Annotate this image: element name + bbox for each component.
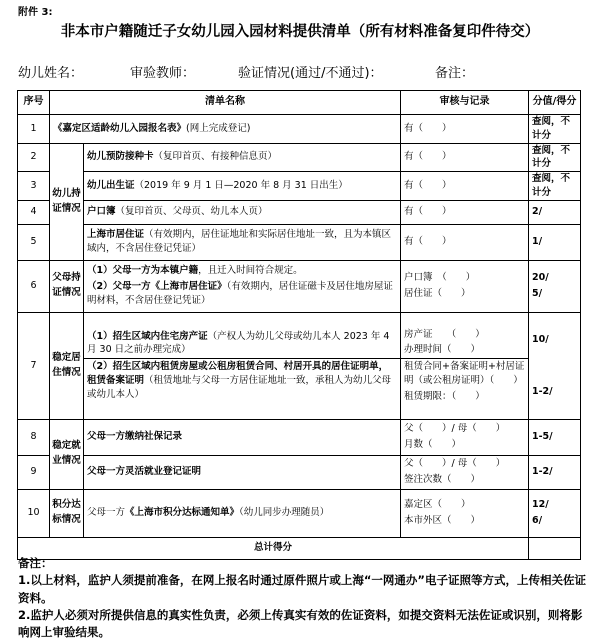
- note-1: 1.以上材料，监护人须提前准备，在网上报名时通过原件照片或上海“一网通办”电子证照等方式，上传相关佐证资料。: [18, 573, 586, 605]
- item-bold: （2）招生区域内租赁房屋或公租房租赁合同、村居开具的居住证明单，租赁备案证明: [87, 361, 389, 386]
- row-seq: 7: [18, 312, 50, 419]
- group-child-cert: 幼儿持证情况: [50, 143, 84, 260]
- table-row: [18, 489, 581, 537]
- header-seq: 序号: [18, 91, 50, 115]
- row-score: [529, 312, 581, 419]
- total-label: 总计得分: [18, 537, 529, 559]
- item-note: （有效期内，居住证磁卡及居住地房屋证明材料，不含居住登记凭证）: [87, 281, 393, 306]
- row-review: 有（ ）: [401, 224, 529, 260]
- row-score: 查阅，不计分: [529, 115, 581, 144]
- review-line: 办理时间（ ）: [404, 344, 481, 356]
- item-bold: （2）父母一方《上海市居住证》: [87, 281, 227, 293]
- row-name: [84, 224, 401, 260]
- row-score: 1/: [529, 224, 581, 260]
- row-name: [50, 115, 401, 144]
- row-name-note: （有效期内，居住证地址和实际居住地址一致，且为本镇区域内，不含居住登记凭证）: [87, 229, 392, 255]
- table-row: [18, 419, 581, 455]
- review-line: 父（ ）/ 母（ ）: [404, 423, 506, 435]
- row-review: [401, 260, 529, 312]
- row-name-note: （幼儿同步办理随员）: [239, 507, 330, 519]
- header-score: 分值/得分: [529, 91, 581, 115]
- row-review: 有（ ）: [401, 172, 529, 201]
- row-name-bold: 上海市居住证: [87, 229, 145, 241]
- row-score: 查阅，不计分: [529, 143, 581, 172]
- notes: [18, 555, 590, 641]
- notes-title: 备注：: [18, 556, 53, 570]
- review-line: 父（ ）/ 母（ ）: [404, 458, 506, 470]
- row-name: [84, 200, 401, 224]
- attachment-label: 附件 3:: [18, 7, 53, 18]
- row-seq: 6: [18, 260, 50, 312]
- row-name: [84, 172, 401, 201]
- row-name: 父母一方缴纳社保记录: [84, 419, 401, 455]
- review-line: 居住证（ ）: [404, 288, 471, 300]
- row-name-note: (网上完成登记): [186, 122, 251, 134]
- materials-table: [17, 90, 581, 560]
- reviewer-label: 审验教师：: [130, 66, 196, 81]
- score-line: 20/: [532, 272, 549, 284]
- table-row: [18, 224, 581, 260]
- verification-label: 验证情况(通过/不通过)：: [238, 66, 383, 81]
- score-line: 5/: [532, 288, 543, 300]
- review-line: 租赁合同+备案证明+村居证明（或公租房证明）（ ）: [404, 361, 525, 386]
- review-line: 户口簿 （ ）: [404, 272, 476, 284]
- row-seq: 2: [18, 143, 50, 172]
- row-seq: 8: [18, 419, 50, 455]
- row-score: 查阅，不计分: [529, 172, 581, 201]
- score-line: 10/: [532, 333, 549, 345]
- row-name: [84, 143, 401, 172]
- row-seq: 9: [18, 455, 50, 489]
- row-name: [84, 489, 401, 537]
- score-line: 12/: [532, 499, 549, 511]
- item-bold: （1）父母一方为本镇户籍: [87, 265, 199, 277]
- row-name-bold: 幼儿预防接种卡: [87, 151, 154, 163]
- header-review: 审核与记录: [401, 91, 529, 115]
- row-review: [401, 312, 529, 419]
- page-title: 非本市户籍随迁子女幼儿园入园材料提供清单（所有材料准备复印件待交）: [60, 24, 540, 40]
- table-row: [18, 455, 581, 489]
- header-list-name: 清单名称: [50, 91, 401, 115]
- row-review: [401, 419, 529, 455]
- row-name: [84, 312, 401, 419]
- item-note: ，且迁入时间符合规定。: [198, 265, 303, 277]
- remarks-label: 备注：: [435, 66, 475, 81]
- review-line: 月数（ ）: [404, 439, 462, 451]
- row-review: 有（ ）: [401, 143, 529, 172]
- row-seq: 4: [18, 200, 50, 224]
- row-score: 2/: [529, 200, 581, 224]
- item-note: （产权人为幼儿父母或幼儿本人 2023 年 4 月 30 日之前办理完成）: [87, 330, 390, 356]
- row-score: [529, 260, 581, 312]
- row-score: [529, 489, 581, 537]
- row-seq: 10: [18, 489, 50, 537]
- row-name-bold: 幼儿出生证: [87, 179, 135, 191]
- row-review: [401, 489, 529, 537]
- group-points: 积分达标情况: [50, 489, 84, 537]
- table-row: [18, 200, 581, 224]
- table-row: [18, 260, 581, 312]
- row-seq: 3: [18, 172, 50, 201]
- review-line: 嘉定区（ ）: [404, 499, 471, 511]
- review-line: 房产证 （ ）: [404, 328, 485, 340]
- child-name-label: 幼儿姓名：: [18, 66, 84, 81]
- item-note: （租赁地址与父母一方居住证地址一致，承租人为幼儿父母或幼儿本人）: [87, 374, 392, 400]
- group-employment: 稳定就业情况: [50, 419, 84, 489]
- table-row: [18, 143, 581, 172]
- row-review: 有（ ）: [401, 200, 529, 224]
- row-seq: 5: [18, 224, 50, 260]
- group-parent-cert: 父母持证情况: [50, 260, 84, 312]
- review-line: 租赁期限：（ ）: [404, 390, 485, 402]
- row-name-bold: 《上海市积分达标通知单》: [125, 507, 240, 519]
- table-row: [18, 115, 581, 144]
- row-name: [84, 260, 401, 312]
- review-line: 本市外区（ ）: [404, 515, 481, 527]
- table-header-row: [18, 91, 581, 115]
- row-name-note: （复印首页、有接种信息页）: [153, 151, 278, 163]
- row-name: 父母一方灵活就业登记证明: [84, 455, 401, 489]
- row-seq: 1: [18, 115, 50, 144]
- score-line: 6/: [532, 515, 543, 527]
- row-name-bold: 《嘉定区适龄幼儿入园报名表》: [53, 122, 187, 134]
- review-line: 签注次数（ ）: [404, 474, 481, 486]
- row-name-note: （2019 年 9 月 1 日—2020 年 8 月 31 日出生）: [134, 179, 348, 191]
- row-name-note: （复印首页、父母页、幼儿本人页）: [115, 206, 268, 218]
- score-line: 1-2/: [532, 385, 553, 397]
- row-score: 1-5/: [529, 419, 581, 455]
- table-row: [18, 172, 581, 201]
- row-score: 1-2/: [529, 455, 581, 489]
- row-review: 有（ ）: [401, 115, 529, 144]
- item-bold: （1）招生区域内住宅房产证: [87, 330, 208, 342]
- row-name-bold: 户口簿: [87, 206, 116, 218]
- row-review: [401, 455, 529, 489]
- note-2: 2.监护人必须对所提供信息的真实性负责，必须上传真实有效的佐证资料，如提交资料无法佐证或识别，则将影响网上审验结果。: [18, 607, 583, 639]
- table-row: [18, 312, 581, 419]
- group-residence: 稳定居住情况: [50, 312, 84, 419]
- row-name-pre: 父母一方: [87, 507, 126, 519]
